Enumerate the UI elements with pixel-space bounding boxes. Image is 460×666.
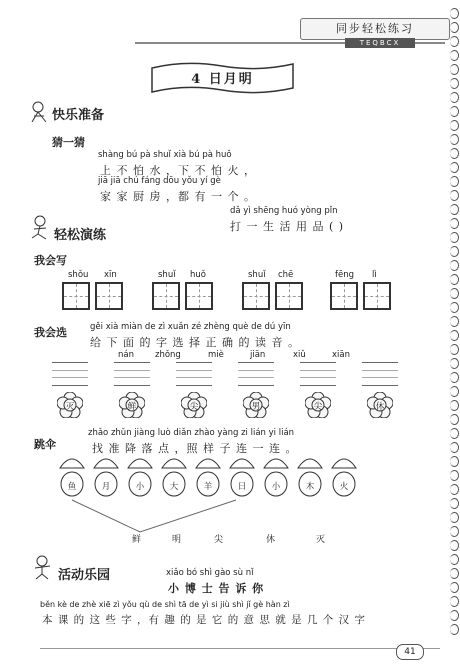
jump-instruction-pinyin: zhǎo zhǔn jiàng luò diǎn zhào yàng zi lián yi lián (88, 428, 295, 438)
riddle-label: 猜一猜 (52, 136, 85, 149)
riddle-line1: 上 不 怕 水 ，下 不 怕 火 ， (100, 164, 256, 177)
parachute-char[interactable] (160, 454, 188, 498)
write-pinyin: lì (372, 270, 377, 280)
flower-char-text: 鲜 (127, 402, 137, 412)
reading-kid-icon (28, 100, 52, 124)
lesson-title: 4 日月明 (191, 72, 254, 87)
write-pinyin: shuǐ (158, 270, 176, 280)
writing-box[interactable] (62, 282, 90, 310)
option-pinyin: jiān (250, 350, 266, 360)
writing-box[interactable] (95, 282, 123, 310)
parachute-char-text: 火 (339, 482, 349, 492)
parachute-char[interactable] (58, 454, 86, 498)
activity-line-pinyin: běn kè de zhè xiē zì yǒu qù de shì tā de yì si jiù shì jǐ gè hàn zì (40, 600, 290, 609)
header-title: 同步轻松练习 (300, 18, 450, 40)
choose-label: 我会选 (34, 326, 67, 339)
parachute-char-text: 日 (237, 482, 247, 492)
pinyin-writing-lines[interactable] (362, 362, 398, 386)
parachute-char[interactable] (194, 454, 222, 498)
pinyin-writing-lines[interactable] (238, 362, 274, 386)
running-kid-icon (28, 214, 54, 240)
section-activity-park: 活动乐园 (58, 568, 111, 583)
activity-line: 本 课 的 这 些 字 ，有 趣 的 是 它 的 意 思 就 是 几 个 汉 字 (42, 614, 366, 626)
parachute-char-text: 小 (271, 482, 281, 492)
parachute-char-text: 木 (305, 482, 315, 492)
write-pinyin: fēng (335, 270, 355, 280)
riddle-answer-blank[interactable]: 打 一 生 活 用 品 ( ) (230, 220, 345, 233)
flower-char (57, 392, 83, 418)
parachute-char[interactable] (296, 454, 324, 498)
target-word[interactable]: 灭 (316, 535, 326, 545)
flower-char (243, 392, 269, 418)
flower-char-text: 尖 (313, 402, 323, 412)
flower-char (305, 392, 331, 418)
header-subtitle: TEQBCX (345, 38, 415, 48)
section-easy-practice: 轻松演练 (54, 228, 107, 243)
activity-title-pinyin: xiǎo bó shì gào sù nǐ (166, 568, 254, 578)
option-pinyin: xiǔ (293, 350, 306, 360)
example-connector-lines (60, 496, 320, 536)
parachute-char-text: 鱼 (67, 482, 77, 492)
riddle-line2: 家 家 厨 房 ，都 有 一 个 。 (100, 190, 256, 203)
pinyin-writing-lines[interactable] (176, 362, 212, 386)
write-pinyin: chē (278, 270, 294, 280)
option-pinyin: xiān (332, 350, 350, 360)
riddle-line3-pinyin: dǎ yì shēng huó yòng pǐn (230, 206, 338, 216)
riddle-line1-pinyin: shàng bú pà shuǐ xià bú pà huǒ (98, 150, 232, 160)
flower-char-text: 尖 (189, 402, 199, 412)
parachute-char[interactable] (330, 454, 358, 498)
writing-box[interactable] (242, 282, 270, 310)
parachute-char[interactable] (228, 454, 256, 498)
option-pinyin: miè (208, 350, 224, 360)
flower-char-text: 灭 (65, 402, 75, 412)
section-happy-prep: 快乐准备 (52, 108, 105, 123)
riddle-line2-pinyin: jiā jiā chú fáng dōu yǒu yí gè (98, 176, 221, 186)
writing-box[interactable] (363, 282, 391, 310)
parachute-char-text: 大 (169, 482, 179, 492)
parachute-char-text: 月 (101, 482, 111, 492)
writing-box[interactable] (152, 282, 180, 310)
choose-instruction-pinyin: gěi xià miàn de zì xuǎn zé zhèng què de dú yīn (90, 322, 291, 332)
flower-char (367, 392, 393, 418)
footer-rule (40, 648, 440, 649)
option-pinyin: zhǒng (155, 350, 181, 360)
parachute-char[interactable] (126, 454, 154, 498)
parachute-char[interactable] (92, 454, 120, 498)
lesson-title-banner (150, 60, 295, 94)
pinyin-writing-lines[interactable] (114, 362, 150, 386)
flower-char-text: 男 (251, 402, 261, 412)
playing-kid-icon (30, 554, 56, 580)
target-word[interactable]: 休 (266, 535, 276, 545)
option-pinyin: nán (118, 350, 134, 360)
write-pinyin: xīn (104, 270, 117, 280)
write-label: 我会写 (34, 254, 67, 267)
parachute-char[interactable] (262, 454, 290, 498)
choose-instruction: 给 下 面 的 字 选 择 正 确 的 读 音 。 (90, 336, 300, 349)
target-word[interactable]: 明 (172, 535, 182, 545)
writing-box[interactable] (275, 282, 303, 310)
jump-instruction: 找 准 降 落 点 ，照 样 子 连 一 连 。 (92, 442, 298, 455)
target-word[interactable]: 鲜 (132, 535, 142, 545)
writing-box[interactable] (330, 282, 358, 310)
write-pinyin: shuǐ (248, 270, 266, 280)
jump-label: 跳伞 (34, 438, 56, 451)
flower-char-text: 休 (375, 402, 385, 412)
flower-char (119, 392, 145, 418)
activity-title: 小 博 士 告 诉 你 (168, 582, 265, 595)
target-word[interactable]: 尖 (214, 535, 224, 545)
parachute-char-text: 羊 (203, 482, 213, 492)
write-pinyin: huǒ (190, 270, 206, 280)
parachute-char-text: 小 (135, 482, 145, 492)
flower-char (181, 392, 207, 418)
pinyin-writing-lines[interactable] (52, 362, 88, 386)
write-pinyin: shǒu (68, 270, 89, 280)
page-number: 41 (396, 644, 424, 660)
writing-box[interactable] (185, 282, 213, 310)
pinyin-writing-lines[interactable] (300, 362, 336, 386)
